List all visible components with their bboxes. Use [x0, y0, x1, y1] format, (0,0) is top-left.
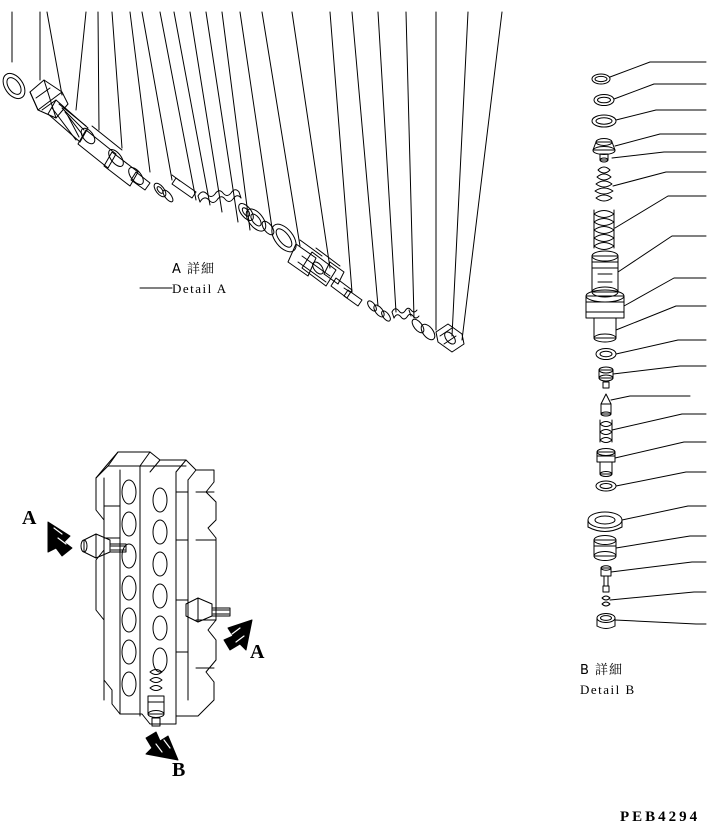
detail-b-caption-jp: B 詳細: [580, 663, 624, 678]
detail-a-leader-lines: [12, 12, 502, 340]
main-valve-body: [81, 452, 230, 726]
callout-a-right: A: [250, 641, 265, 663]
detail-b-leader-lines: [610, 62, 706, 624]
detail-a-parts: [0, 69, 464, 352]
detail-a-caption-en: Detail A: [172, 281, 228, 296]
part-code: PEB4294: [620, 809, 701, 825]
detail-b-caption-en: Detail B: [580, 682, 636, 697]
callout-b-bottom: B: [172, 759, 186, 781]
detail-a-caption-jp: A 詳細: [172, 262, 216, 277]
callout-a-left: A: [22, 507, 37, 529]
